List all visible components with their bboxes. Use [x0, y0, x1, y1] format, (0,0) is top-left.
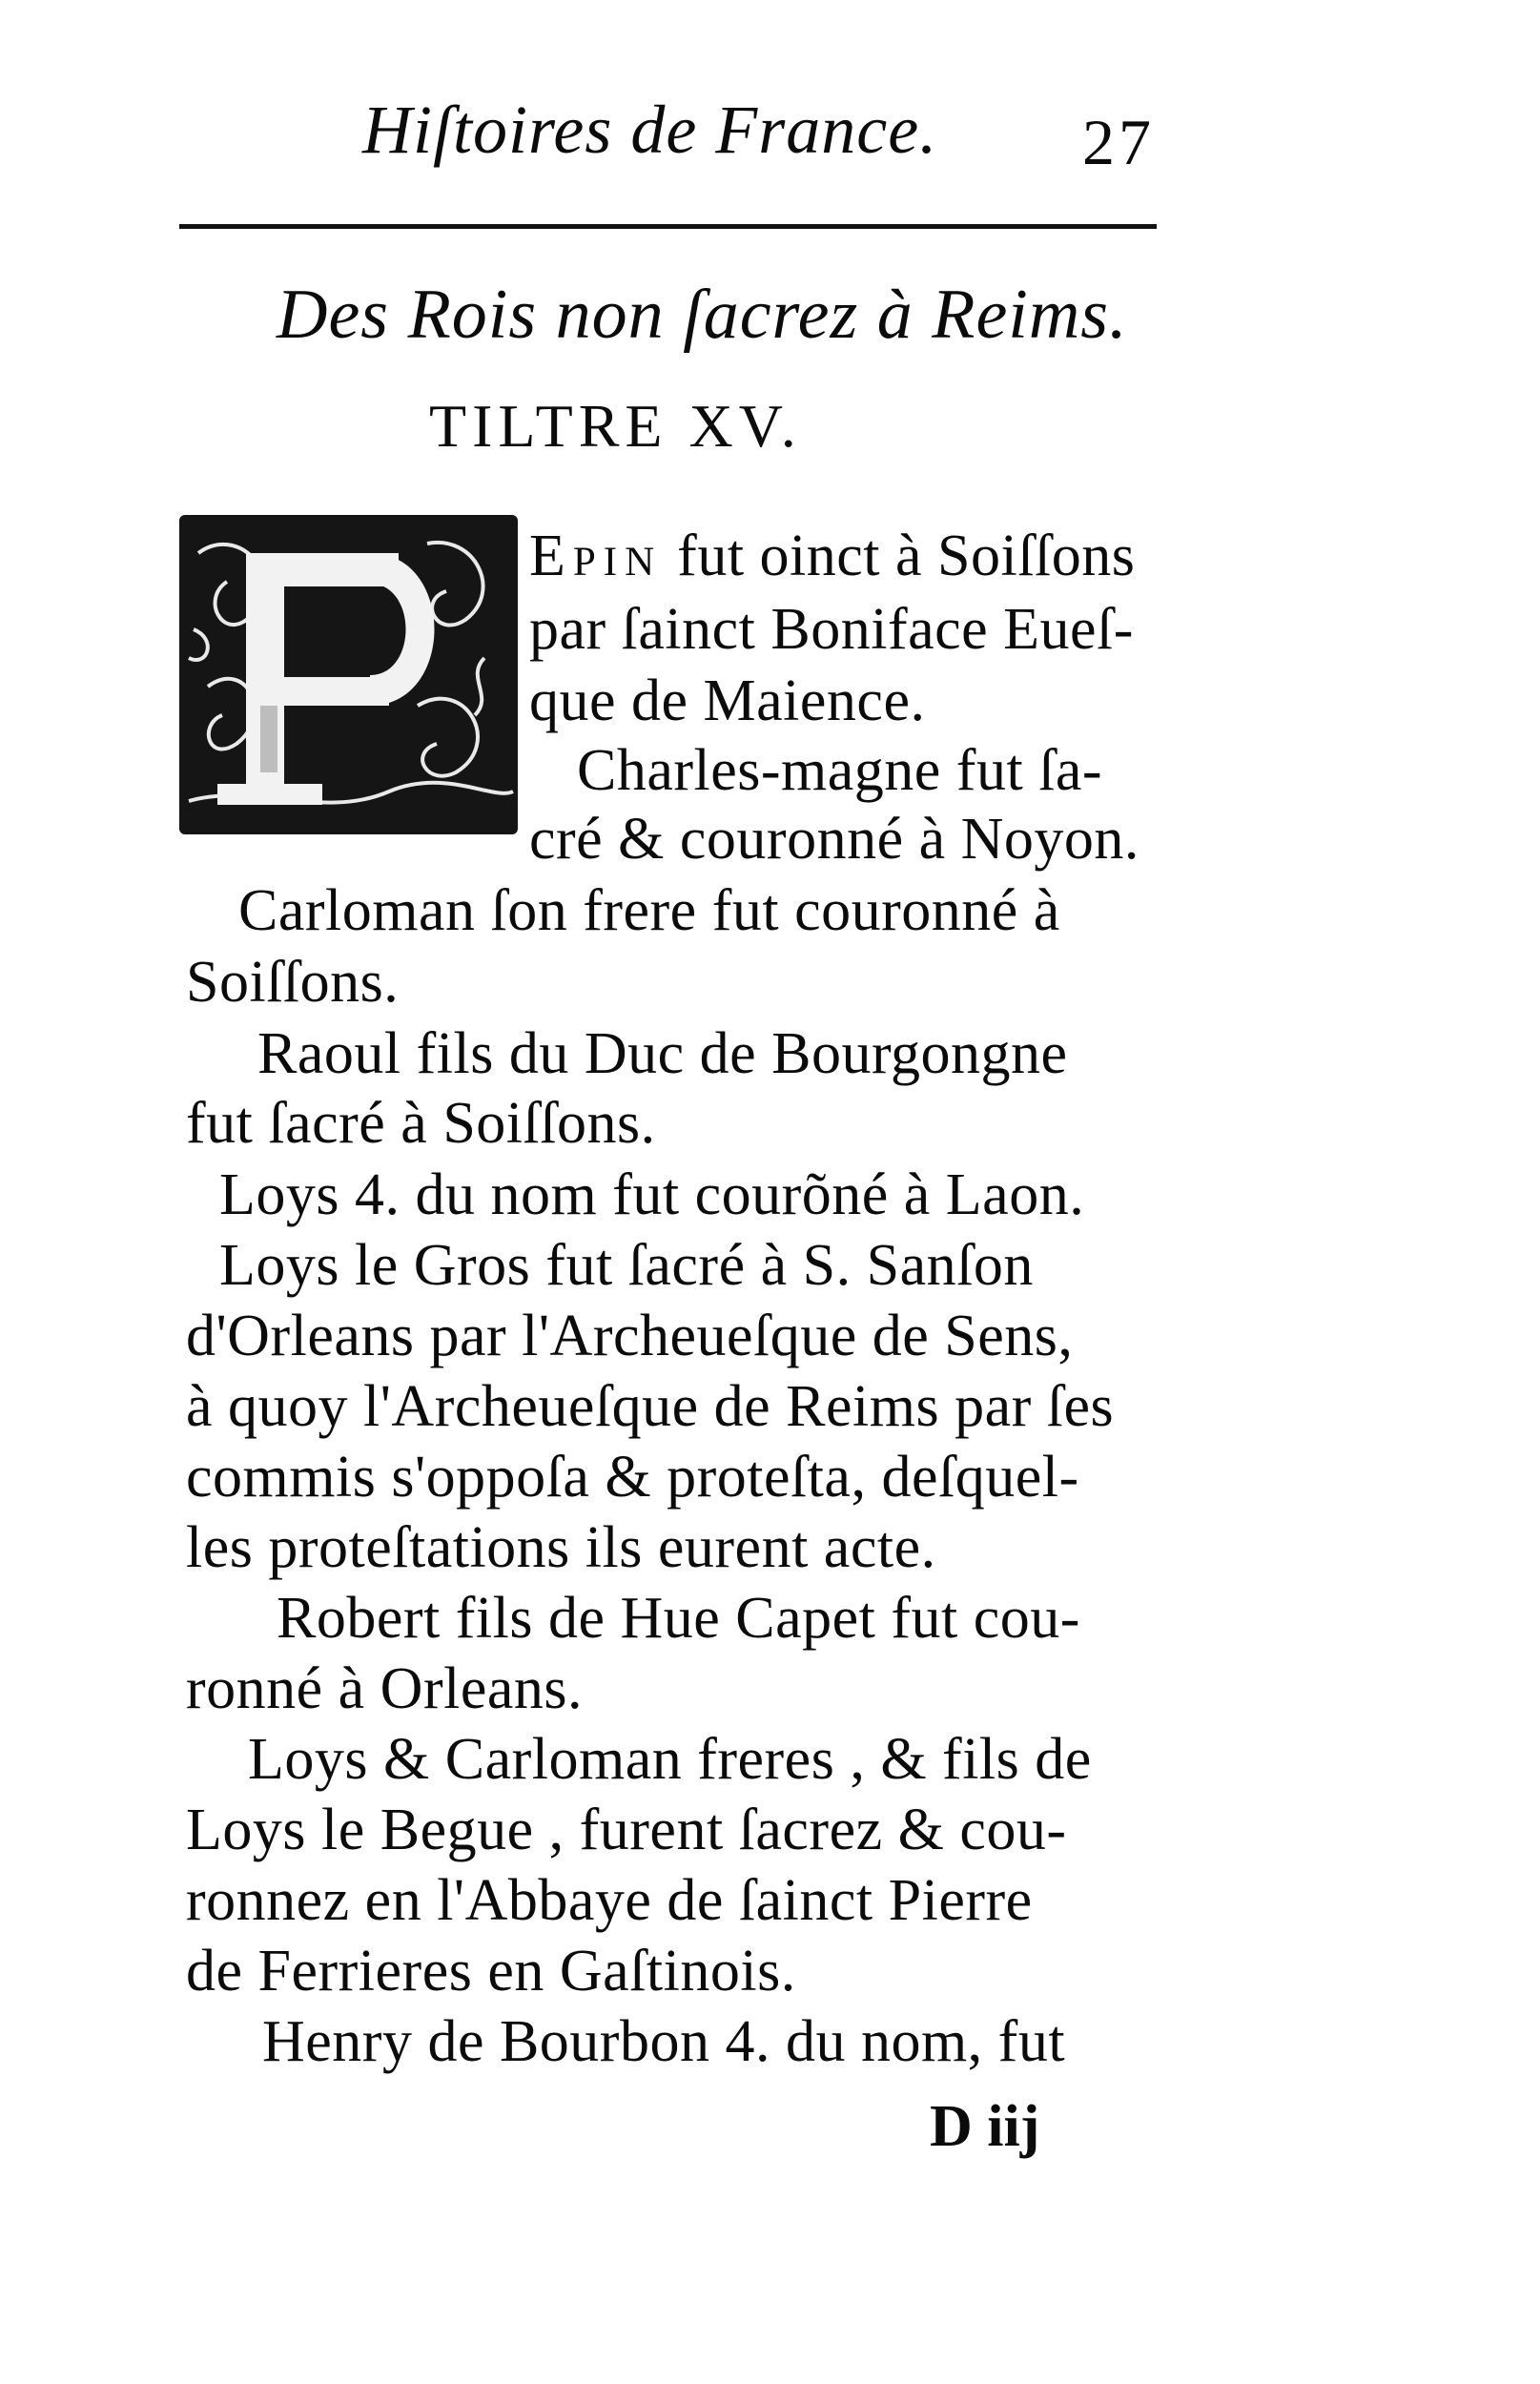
text-line: fut ſacré à Soiſſons.	[186, 1091, 656, 1156]
text-line: Carloman ſon frere fut couronné à	[238, 878, 1060, 943]
text-line: les proteſtations ils eurent acte.	[186, 1515, 936, 1580]
text-line: à quoy l'Archeueſque de Reims par ſes	[186, 1374, 1115, 1439]
text-line: Loys le Begue , furent ſacrez & cou-	[186, 1798, 1067, 1862]
text-line: Robert fils de Hue Capet fut cou-	[277, 1586, 1080, 1651]
text-line: Loys & Carloman freres , & fils de	[248, 1727, 1092, 1792]
text-line: Soiſſons.	[186, 950, 400, 1015]
text-line-1	[529, 523, 1135, 590]
ornamental-initial-p-icon	[179, 515, 518, 834]
chapter-title: Des Rois non ſacrez à Reims.	[277, 276, 1128, 354]
page-number: 27	[1082, 106, 1155, 178]
chapter-label: TILTRE XV.	[429, 392, 802, 460]
text-line: d'Orleans par l'Archeueſque de Sens,	[186, 1304, 1074, 1368]
text-line: Loys 4. du nom fut courõné à Laon.	[219, 1162, 1085, 1227]
signature-mark: D iij	[930, 2094, 1040, 2159]
text-line-1-rest: fut oinct à Soiſſons	[662, 524, 1136, 588]
text-line: Henry de Bourbon 4. du nom, fut	[262, 2009, 1066, 2074]
first-word: Epin	[529, 524, 663, 588]
text-line: Loys le Gros fut ſacré à S. Sanſon	[219, 1233, 1034, 1298]
text-line: Charles-magne fut ſa-	[577, 738, 1103, 803]
text-line: ronné à Orleans.	[186, 1656, 583, 1721]
text-line: commis s'oppoſa & proteſta, deſquel-	[186, 1445, 1079, 1510]
text-line: Raoul fils du Duc de Bourgongne	[257, 1021, 1068, 1086]
text-line: que de Maience.	[529, 668, 926, 733]
running-title: Hiſtoires de France.	[362, 92, 938, 168]
text-line: de Ferrieres en Gaſtinois.	[186, 1939, 796, 2004]
text-line: par ſainct Boniface Eueſ-	[529, 597, 1134, 662]
header-rule	[179, 224, 1157, 229]
text-line: ronnez en l'Abbaye de ſainct Pierre	[186, 1868, 1033, 1933]
text-line: cré & couronné à Noyon.	[529, 807, 1140, 872]
